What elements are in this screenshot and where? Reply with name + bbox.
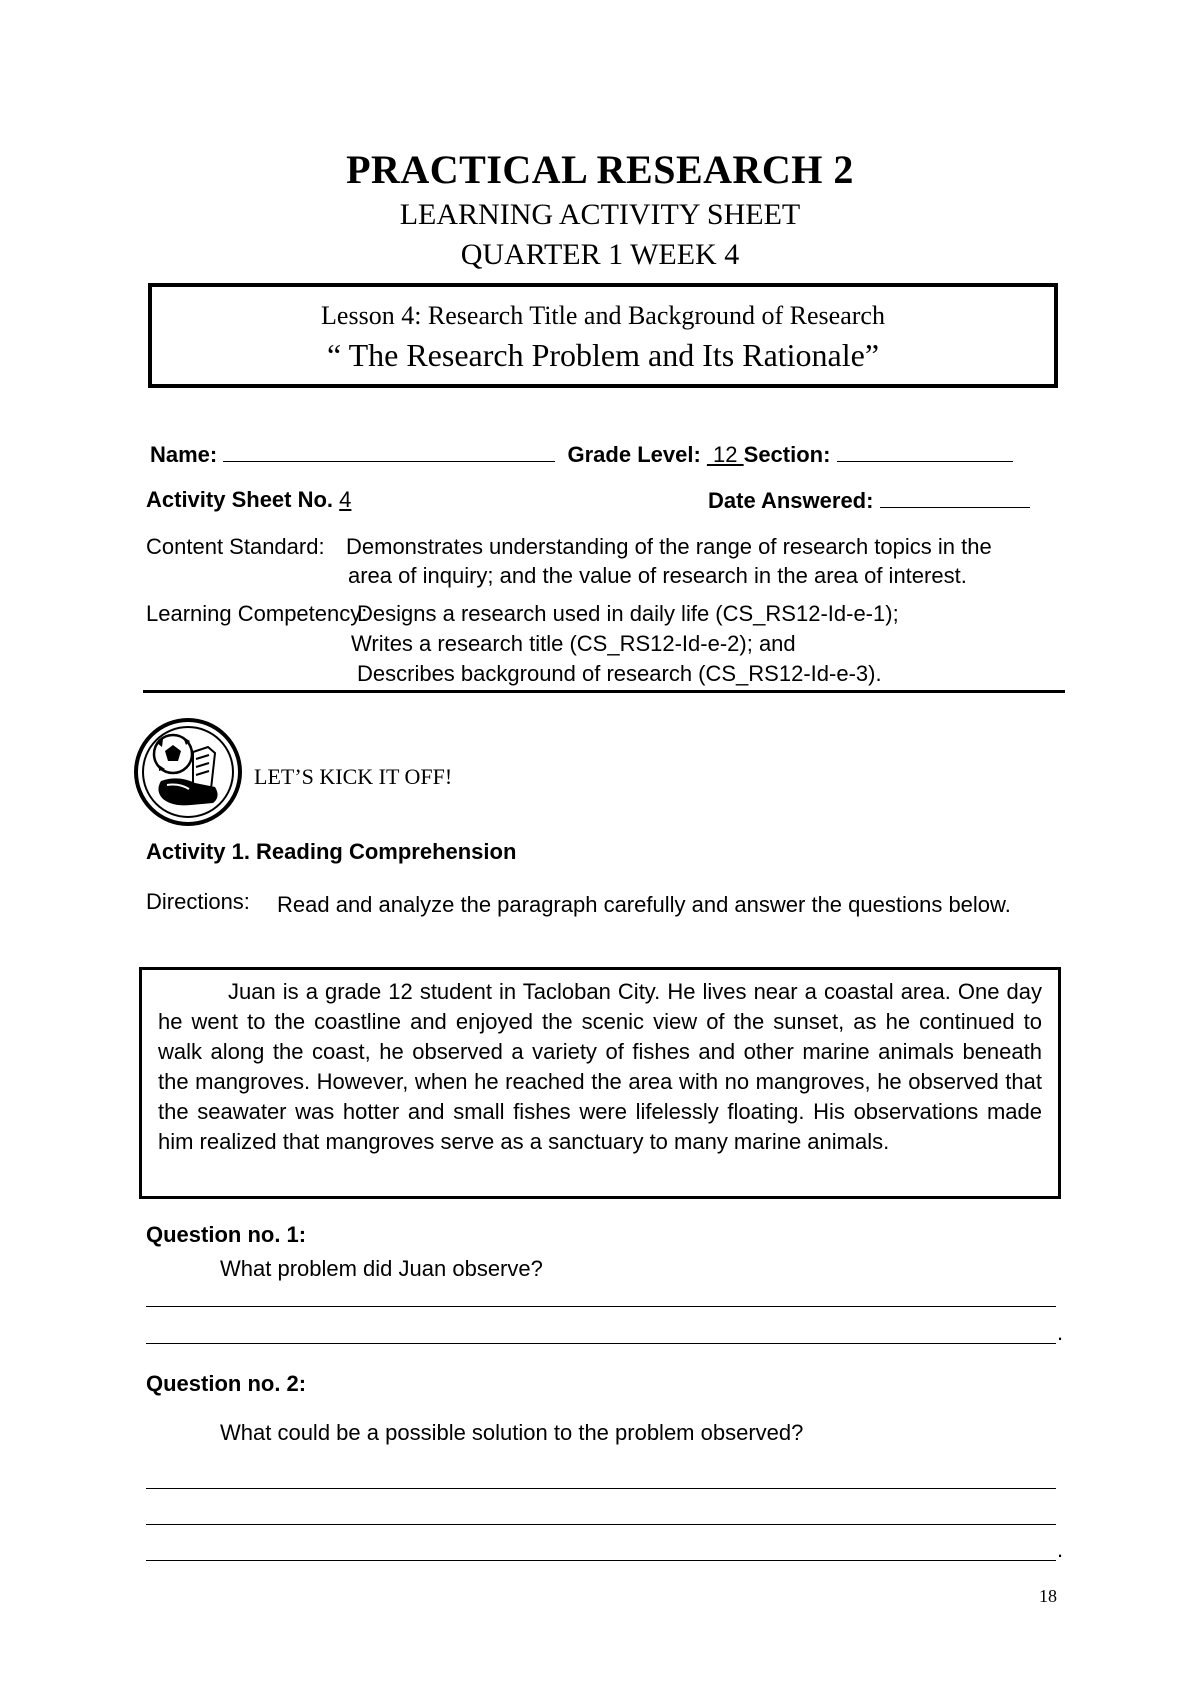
lesson-topic: “ The Research Problem and Its Rationale” [326, 337, 880, 373]
name-label: Name: [150, 442, 218, 467]
activity-sheet-label: Activity Sheet No. [146, 487, 334, 512]
content-standard-label: Content Standard: [146, 534, 325, 559]
question-2-text: What could be a possible solution to the problem observed? [220, 1420, 804, 1445]
learning-competency-label: Learning Competency: [146, 601, 368, 626]
quarter-week: QUARTER 1 WEEK 4 [460, 238, 740, 271]
answer-line[interactable] [146, 1488, 1056, 1489]
answer-line[interactable] [146, 1524, 1056, 1525]
competency-line3: Describes background of research (CS_RS12-Id-e-3). [357, 661, 882, 686]
sheet-number-row [146, 487, 351, 513]
name-field[interactable] [223, 441, 555, 462]
answer-end-mark: . [1057, 1537, 1064, 1562]
directions-label: Directions: [146, 889, 250, 914]
activity-title: Activity 1. Reading Comprehension [146, 839, 517, 864]
date-answered-row [708, 487, 1030, 514]
reading-passage: Juan is a grade 12 student in Tacloban City. He lives near a coastal area. One day he went to the coastline and enjoyed the scenic view of the sunset, as he continued to walk along the coast, he observed a variety of fishes and other marine animals beneath the mangroves. However, when he reached the area with no mangroves, he observed that the seawater was hotter and small fishes were lifelessly floating. His observations made him realized that mangroves serve as a sanctuary to many marine animals. [158, 979, 1042, 1154]
activity-sheet-number: 4 [339, 487, 352, 512]
section-divider [143, 690, 1065, 693]
page-title: PRACTICAL RESEARCH 2 [346, 147, 854, 192]
answer-end-mark: . [1057, 1320, 1064, 1345]
answer-line[interactable] [146, 1343, 1056, 1344]
content-standard-line2: area of inquiry; and the value of research in the area of interest. [348, 563, 967, 588]
question-1-label: Question no. 1: [146, 1222, 307, 1247]
kick-off-heading: LET’S KICK IT OFF! [254, 764, 453, 789]
competency-line1: Designs a research used in daily life (CS_RS12-Id-e-1); [357, 601, 899, 626]
answer-line[interactable] [146, 1560, 1056, 1561]
soccer-ball-and-boot-icon [133, 717, 243, 827]
grade-level-label: Grade Level: [567, 442, 701, 467]
question-1-text: What problem did Juan observe? [220, 1256, 543, 1281]
content-standard-line1: Demonstrates understanding of the range of research topics in the [346, 534, 992, 559]
date-answered-label: Date Answered: [708, 488, 874, 513]
lesson-title: Lesson 4: Research Title and Background of Research [321, 301, 885, 330]
grade-level-number: 12 [713, 442, 738, 467]
reading-passage-box [139, 967, 1061, 1199]
student-info-row [150, 441, 1013, 468]
answer-line[interactable] [146, 1306, 1056, 1307]
directions-text: Read and analyze the paragraph carefully and answer the questions below. [277, 892, 1011, 917]
grade-level-value[interactable] [707, 442, 744, 467]
question-2-label: Question no. 2: [146, 1371, 307, 1396]
section-field[interactable] [837, 441, 1013, 462]
competency-line2: Writes a research title (CS_RS12-Id-e-2); and [351, 631, 796, 656]
page-number: 18 [1039, 1586, 1057, 1606]
date-answered-field[interactable] [880, 487, 1030, 508]
lesson-box [148, 283, 1058, 388]
section-label: Section: [743, 442, 831, 467]
sheet-subtitle: LEARNING ACTIVITY SHEET [399, 198, 801, 231]
